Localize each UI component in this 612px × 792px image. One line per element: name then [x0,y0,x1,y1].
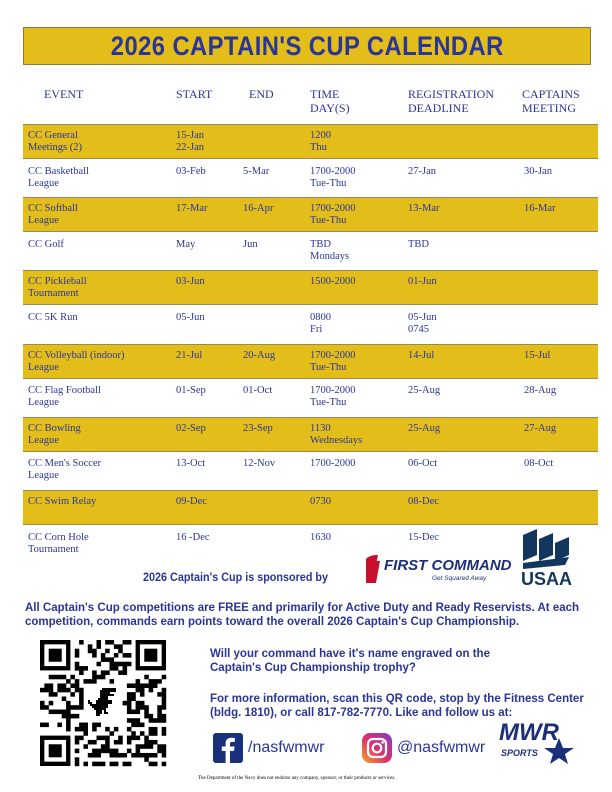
instagram-icon [362,733,392,763]
event-cell: CC Volleyball (indoor) League [28,349,125,373]
usaa-logo [519,527,579,589]
qr-code-icon [40,640,166,766]
header-event: EVENT [44,87,84,101]
table-row [23,270,598,305]
start-cell: 03-Jun [176,276,205,288]
registration-cell: TBD [408,238,429,250]
start-cell: 16 -Dec [176,531,210,543]
event-cell: CC Swim Relay [28,496,97,507]
event-cell: CC Softball League [28,203,78,227]
end-cell: 16-Apr [243,203,274,215]
facebook-link[interactable] [213,733,343,765]
time-day-cell: 1200 Thu [310,130,331,153]
page-title: 2026 CAPTAIN'S CUP CALENDAR [110,30,504,61]
captains-meeting-cell: 15-Jul [524,349,551,361]
mwr-sports-logo [497,716,582,768]
event-cell: CC Men's Soccer League [28,458,102,482]
end-cell: 23-Sep [243,422,273,434]
start-cell: 05-Jun [176,312,205,323]
first-command-tagline: Get Squared Away [432,575,487,582]
facebook-icon [213,733,243,763]
captains-meeting-cell: 16-Mar [524,203,556,215]
info-text: All Captain's Cup competitions are FREE and primarily for Active Duty and Ready Reservists. At each competition, commands earn points toward the overall 2026 Captain's Cup Championship. [25,602,580,628]
registration-cell: 01-Jun [408,276,437,288]
table-row [23,344,598,379]
end-cell: 5-Mar [243,165,270,177]
instagram-handle: @nasfwmwr [397,739,486,756]
start-cell: 02-Sep [176,422,206,434]
time-day-cell: 1500-2000 [310,276,356,288]
table-row [23,197,598,232]
event-cell: CC Corn Hole Tournament [28,531,89,555]
header-captains-meeting: CAPTAINS MEETING [522,87,580,115]
sponsor-text: 2026 Captain's Cup is sponsored by [143,570,329,584]
start-cell: 01-Sep [176,385,206,397]
registration-cell: 15-Dec [408,531,439,543]
registration-cell: 14-Jul [408,349,435,361]
captains-meeting-cell: 30-Jan [524,165,552,177]
header-registration: REGISTRATION DEADLINE [408,87,494,115]
registration-cell: 25-Aug [408,422,441,434]
start-cell: May [176,238,196,250]
mwr-star-icon [497,716,582,768]
end-cell: 12-Nov [243,458,276,470]
instagram-link[interactable] [362,733,492,765]
usaa-eagle-icon [519,527,579,589]
header-end: END [249,87,274,101]
first-command-logo-icon [364,553,512,585]
registration-cell: 05-Jun 0745 [408,312,437,335]
start-cell: 09-Dec [176,496,207,507]
table-row [23,124,598,159]
captains-meeting-cell: 08-Oct [524,458,554,470]
registration-cell: 25-Aug [408,385,441,397]
start-cell: 17-Mar [176,203,208,215]
first-command-logo [364,553,512,585]
table-row [23,380,598,415]
event-cell: CC Golf [28,238,64,250]
header-time: TIME DAY(S) [310,87,350,115]
event-cell: CC 5K Run [28,312,78,323]
more-info-text: For more information, scan this QR code, stop by the Fitness Center (bldg. 1810), or call 817-782-7770. Like and follow us at: [210,693,584,719]
event-cell: CC Basketball League [28,165,89,189]
table-row [23,490,598,525]
table-row [23,307,598,342]
time-day-cell: 1700-2000 [310,458,356,470]
registration-cell: 27-Jan [408,165,436,177]
event-cell: CC General Meetings (2) [28,130,82,153]
header-start: START [176,87,213,101]
end-cell: 20-Aug [243,349,276,361]
table-row [23,527,598,562]
table-row [23,234,598,269]
time-day-cell: 1630 [310,531,331,543]
end-cell: Jun [243,238,258,250]
captains-meeting-cell: 28-Aug [524,385,557,397]
time-day-cell: 1700-2000 Tue-Thu [310,349,356,373]
captains-meeting-cell: 27-Aug [524,422,557,434]
table-row [23,417,598,452]
end-cell: 01-Oct [243,385,273,397]
time-day-cell: 0730 [310,496,331,507]
registration-cell: 08-Dec [408,496,439,507]
first-command-name: FIRST COMMAND [384,557,512,574]
registration-cell: 06-Oct [408,458,438,470]
usaa-name: USAA [521,569,573,589]
start-cell: 13-Oct [176,458,206,470]
table-row [23,161,598,196]
time-day-cell: 1700-2000 Tue-Thu [310,203,356,227]
time-day-cell: 0800 Fri [310,312,331,335]
time-day-cell: 1700-2000 Tue-Thu [310,385,356,409]
time-day-cell: 1130 Wednesdays [310,422,363,446]
event-cell: CC Pickleball Tournament [28,276,87,300]
mwr-sports-text: SPORTS [501,748,538,758]
title-banner [23,27,591,65]
qr-code[interactable] [40,640,166,766]
time-day-cell: TBD Mondays [310,238,350,262]
start-cell: 15-Jan 22-Jan [176,130,204,153]
table-row [23,453,598,488]
event-cell: CC Flag Football League [28,385,101,409]
event-cell: CC Bowling League [28,422,81,446]
time-day-cell: 1700-2000 Tue-Thu [310,165,356,189]
mwr-logo-text: MWR [499,719,559,746]
start-cell: 03-Feb [176,165,206,177]
registration-cell: 13-Mar [408,203,440,215]
facebook-handle: /nasfwmwr [248,739,325,756]
trophy-question: Will your command have it's name engraved on the Captain's Cup Championship trophy? [210,648,490,674]
start-cell: 21-Jul [176,349,203,361]
disclaimer: The Department of the Navy does not endorse any company, sponsor, or their products or services. [198,776,396,781]
